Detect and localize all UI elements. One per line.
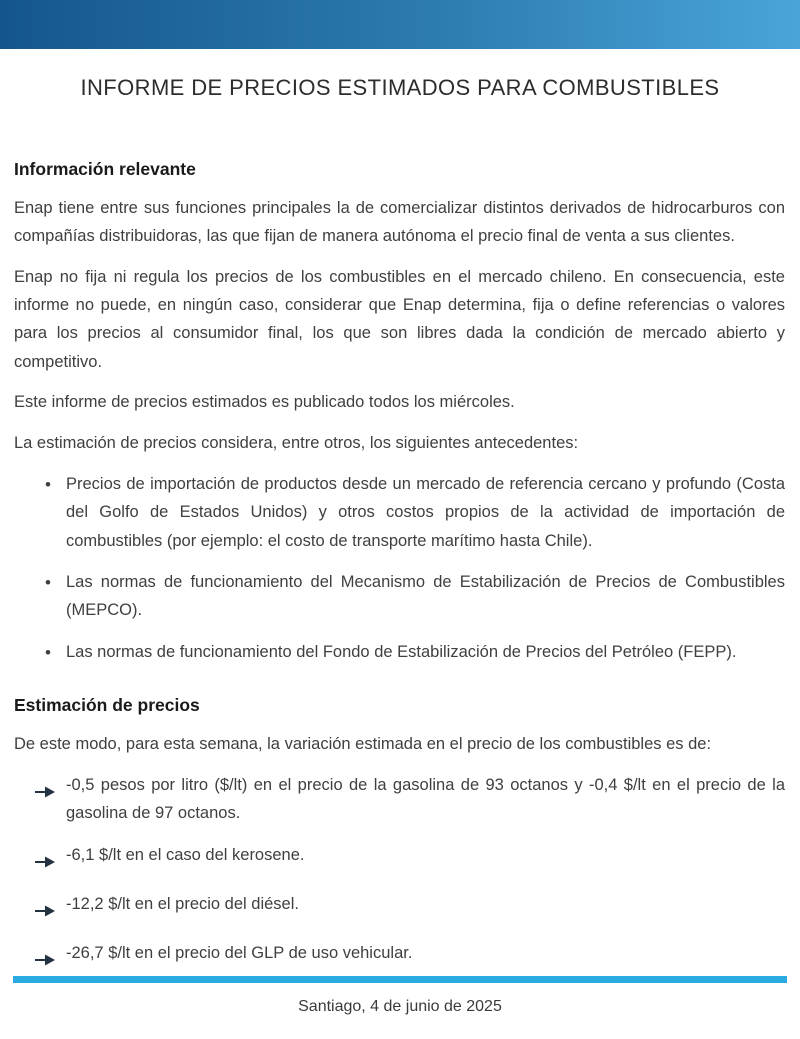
- section-heading-informacion-relevante: Información relevante: [14, 159, 196, 180]
- document-body: [0, 131, 800, 975]
- page-title: INFORME DE PRECIOS ESTIMADOS PARA COMBUSTIBLES: [80, 75, 720, 100]
- list-item-text: -26,7 $/lt en el precio del GLP de uso vehicular.: [66, 944, 413, 963]
- list-item-text: Las normas de funcionamiento del Mecanismo de Estabilización de Precios de Combustibles (MEPCO).: [66, 573, 785, 620]
- arrow-right-icon: [14, 939, 66, 975]
- list-item-text: -6,1 $/lt en el caso del kerosene.: [66, 845, 305, 864]
- paragraph-enap-funciones: Enap tiene entre sus funciones principales la de comercializar distintos derivados de hidrocarburos con compañías distribuidoras, las que fijan de manera autónoma el precio final de venta a sus clientes.: [14, 198, 785, 246]
- footer-date: Santiago, 4 de junio de 2025: [298, 997, 502, 1015]
- bullet-dot-icon: •: [45, 474, 51, 494]
- footer-divider: [13, 976, 787, 983]
- list-item-text: Precios de importación de productos desde un mercado de referencia cercano y profundo (Costa del Golfo de Estados Unidos) y otros costos propios de la actividad de importación de combustibles (por ejemplo: el costo de transporte marítimo hasta Chile).: [66, 474, 785, 550]
- list-item: [14, 771, 785, 828]
- bullet-dot-icon: •: [45, 573, 51, 593]
- list-item: [14, 638, 785, 667]
- variaciones-list: [14, 771, 785, 976]
- arrow-right-icon: [14, 841, 66, 877]
- bullet-dot-icon: •: [45, 642, 51, 662]
- header-gradient-bar: [0, 0, 800, 49]
- list-item: [14, 890, 785, 926]
- list-item: [14, 841, 785, 877]
- list-item-text: Las normas de funcionamiento del Fondo de Estabilización de Precios del Petróleo (FEPP).: [66, 642, 737, 661]
- paragraph-variacion-intro: De este modo, para esta semana, la variación estimada en el precio de los combustibles es de:: [14, 734, 712, 753]
- list-item-text: -12,2 $/lt en el precio del diésel.: [66, 895, 299, 913]
- list-item: [14, 470, 785, 555]
- list-item: [14, 568, 785, 625]
- paragraph-publicacion-miercoles: Este informe de precios estimados es publicado todos los miércoles.: [14, 393, 515, 412]
- arrow-right-icon: [14, 771, 66, 828]
- antecedentes-list: [14, 470, 785, 667]
- arrow-right-icon: [14, 890, 66, 926]
- document-footer: [0, 976, 800, 1039]
- list-item: [14, 939, 785, 975]
- paragraph-antecedentes-intro: La estimación de precios considera, entre otros, los siguientes antecedentes:: [14, 433, 579, 452]
- section-heading-estimacion-precios: Estimación de precios: [14, 695, 200, 715]
- paragraph-enap-no-fija: Enap no fija ni regula los precios de los combustibles en el mercado chileno. En consecuencia, este informe no puede, en ningún caso, considerar que Enap determina, fija o define referencias o valores para los precios al consumidor final, los que son libres dada la condición de mercado abierto y competitivo.: [14, 267, 785, 371]
- list-item-text: -0,5 pesos por litro ($/lt) en el precio de la gasolina de 93 octanos y -0,4 $/lt en el precio de la gasolina de 97 octanos.: [66, 775, 785, 823]
